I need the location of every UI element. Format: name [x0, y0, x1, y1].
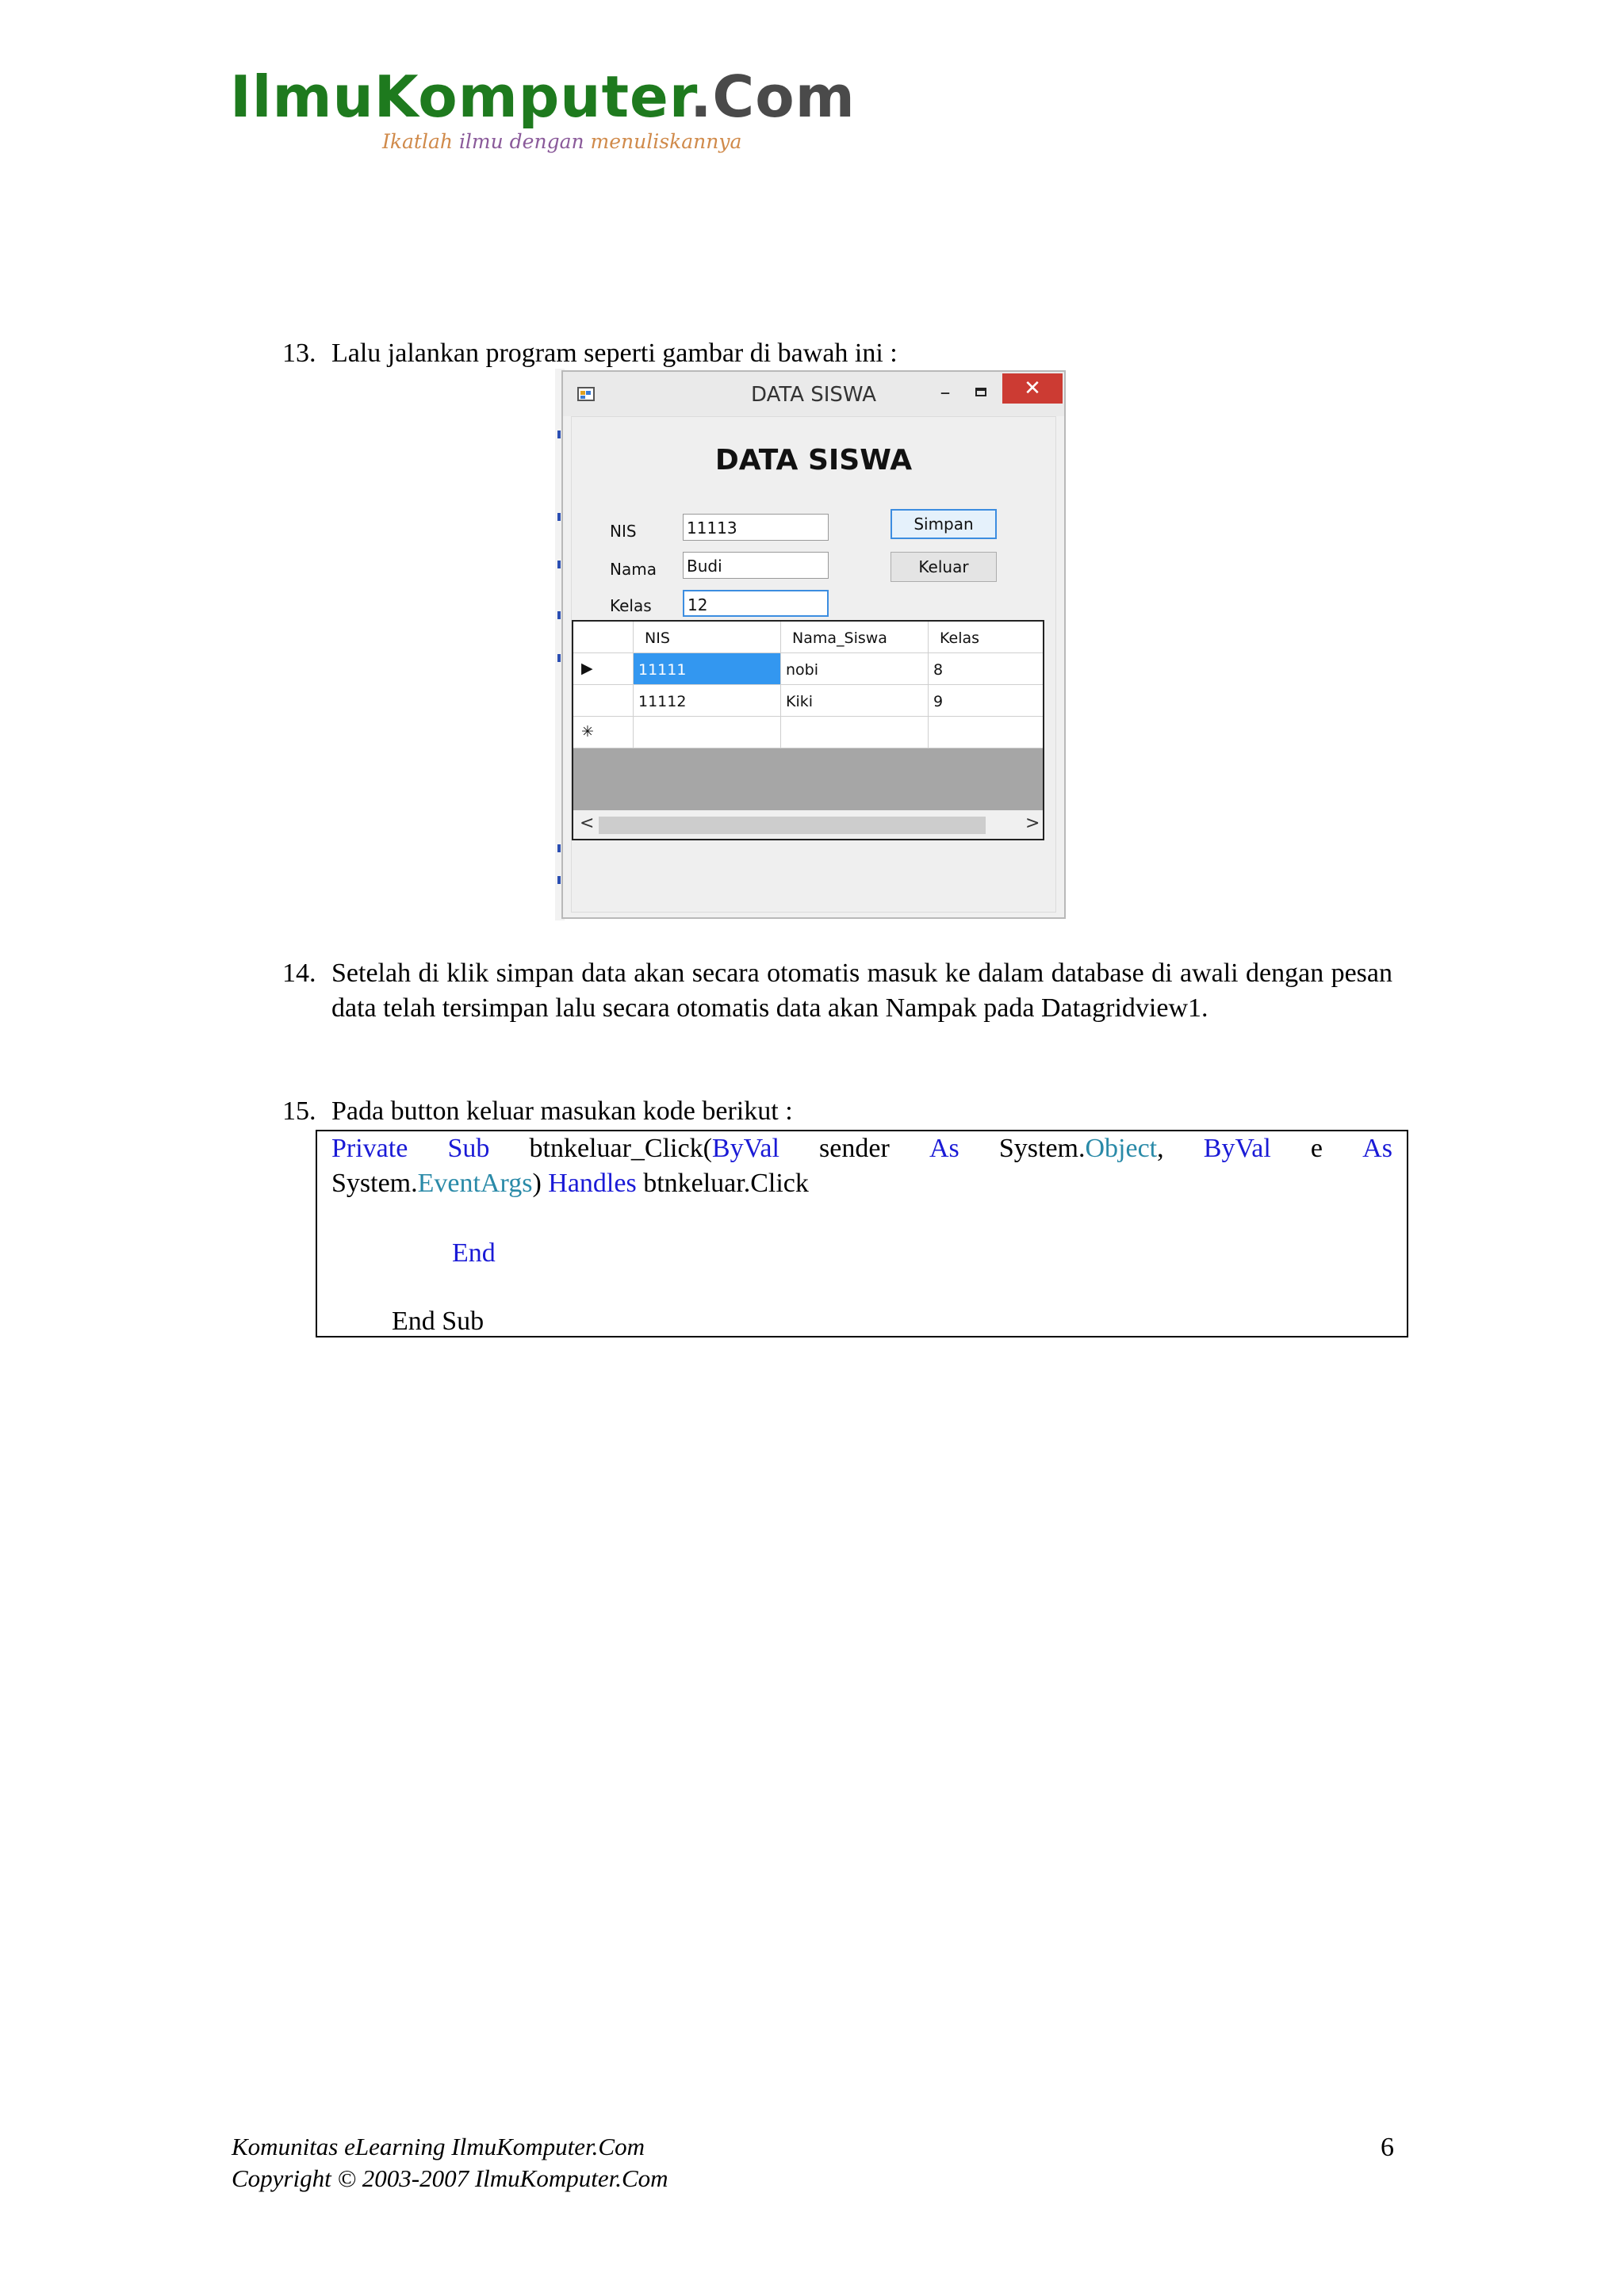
- page-number: 6: [1381, 2133, 1394, 2162]
- maximize-icon: [975, 388, 986, 396]
- kelas-input[interactable]: 12: [683, 590, 829, 617]
- grid-row-header[interactable]: [573, 685, 634, 717]
- datagridview1[interactable]: [572, 620, 1044, 840]
- step-text: Pada button keluar masukan kode berikut :: [331, 1096, 793, 1126]
- nama-input[interactable]: Budi: [683, 552, 829, 579]
- data-siswa-window: [561, 370, 1066, 919]
- grid-cell[interactable]: 11112: [634, 685, 781, 717]
- page-footer: [232, 2131, 668, 2195]
- code-line-end-sub: End Sub: [392, 1307, 485, 1336]
- code-keyword: Sub: [447, 1134, 490, 1163]
- app-screenshot: [555, 369, 1067, 920]
- form-heading: DATA SISWA: [714, 444, 913, 476]
- grid-new-row-cell[interactable]: [634, 717, 781, 748]
- code-token: System.Object,: [998, 1134, 1164, 1163]
- grid-column-header[interactable]: Kelas: [929, 622, 1043, 653]
- scroll-left-icon[interactable]: <: [580, 813, 595, 833]
- code-keyword: ByVal: [1203, 1134, 1271, 1163]
- grid-corner-header: [573, 622, 634, 653]
- grid-new-row-cell[interactable]: [781, 717, 929, 748]
- code-token: sender: [819, 1134, 890, 1163]
- logo-tagline: Ikatlah ilmu dengan menuliskannya: [382, 130, 742, 153]
- grid-row-header-current[interactable]: ▶: [573, 653, 634, 685]
- footer-copyright: Copyright © 2003-2007 IlmuKomputer.Com: [232, 2164, 668, 2192]
- code-keyword: Private: [331, 1134, 408, 1163]
- grid-column-header[interactable]: NIS: [634, 622, 781, 653]
- logo-wordmark: IlmuKomputer.Com: [230, 63, 856, 130]
- scrollbar-thumb[interactable]: [599, 817, 986, 834]
- step-number: 13.: [282, 339, 316, 368]
- grid-column-header[interactable]: Nama_Siswa: [781, 622, 929, 653]
- simpan-button[interactable]: Simpan: [891, 509, 997, 539]
- nis-input[interactable]: 11113: [683, 514, 829, 541]
- keluar-button[interactable]: Keluar: [891, 552, 997, 582]
- step-number: 15.: [282, 1096, 316, 1126]
- form-client-area: [571, 416, 1056, 913]
- grid-horizontal-scrollbar[interactable]: [573, 810, 1043, 839]
- code-token: e: [1310, 1134, 1323, 1163]
- step-text: Setelah di klik simpan data akan secara otomatis masuk ke dalam database di awali dengan pesan data telah tersimpan lalu secara otomatis data akan Nampak pada Datagridview1.: [331, 959, 1392, 1023]
- grid-cell-selected[interactable]: 11111: [634, 653, 781, 685]
- code-token: btnkeluar_Click(ByVal: [529, 1134, 779, 1163]
- maximize-button[interactable]: [967, 380, 996, 408]
- code-line-1: [331, 1131, 1392, 1166]
- scroll-right-icon[interactable]: >: [1025, 813, 1040, 833]
- grid-cell[interactable]: 9: [929, 685, 1043, 717]
- grid-new-row-header[interactable]: ✳: [573, 717, 634, 748]
- step-text: Lalu jalankan program seperti gambar di bawah ini :: [331, 339, 898, 368]
- site-logo: [230, 63, 856, 153]
- kelas-label: Kelas: [610, 596, 652, 615]
- code-keyword: As: [1362, 1134, 1392, 1163]
- grid-cell[interactable]: 8: [929, 653, 1043, 685]
- close-button[interactable]: ✕: [1002, 373, 1063, 404]
- code-line-2: System.EventArgs) Handles btnkeluar.Click: [331, 1169, 809, 1198]
- step-number: 14.: [282, 959, 316, 988]
- nama-label: Nama: [610, 560, 657, 579]
- window-title: DATA SISWA: [751, 383, 876, 407]
- code-box: [316, 1130, 1408, 1337]
- window-titlebar: [563, 372, 1064, 416]
- minimize-button[interactable]: –: [940, 381, 951, 404]
- nis-label: NIS: [610, 522, 637, 541]
- grid-new-row-cell[interactable]: [929, 717, 1043, 748]
- code-line-end: End: [452, 1238, 496, 1268]
- code-keyword: As: [929, 1134, 959, 1163]
- grid-cell[interactable]: Kiki: [781, 685, 929, 717]
- grid-cell[interactable]: nobi: [781, 653, 929, 685]
- footer-community: Komunitas eLearning IlmuKomputer.Com: [232, 2133, 645, 2160]
